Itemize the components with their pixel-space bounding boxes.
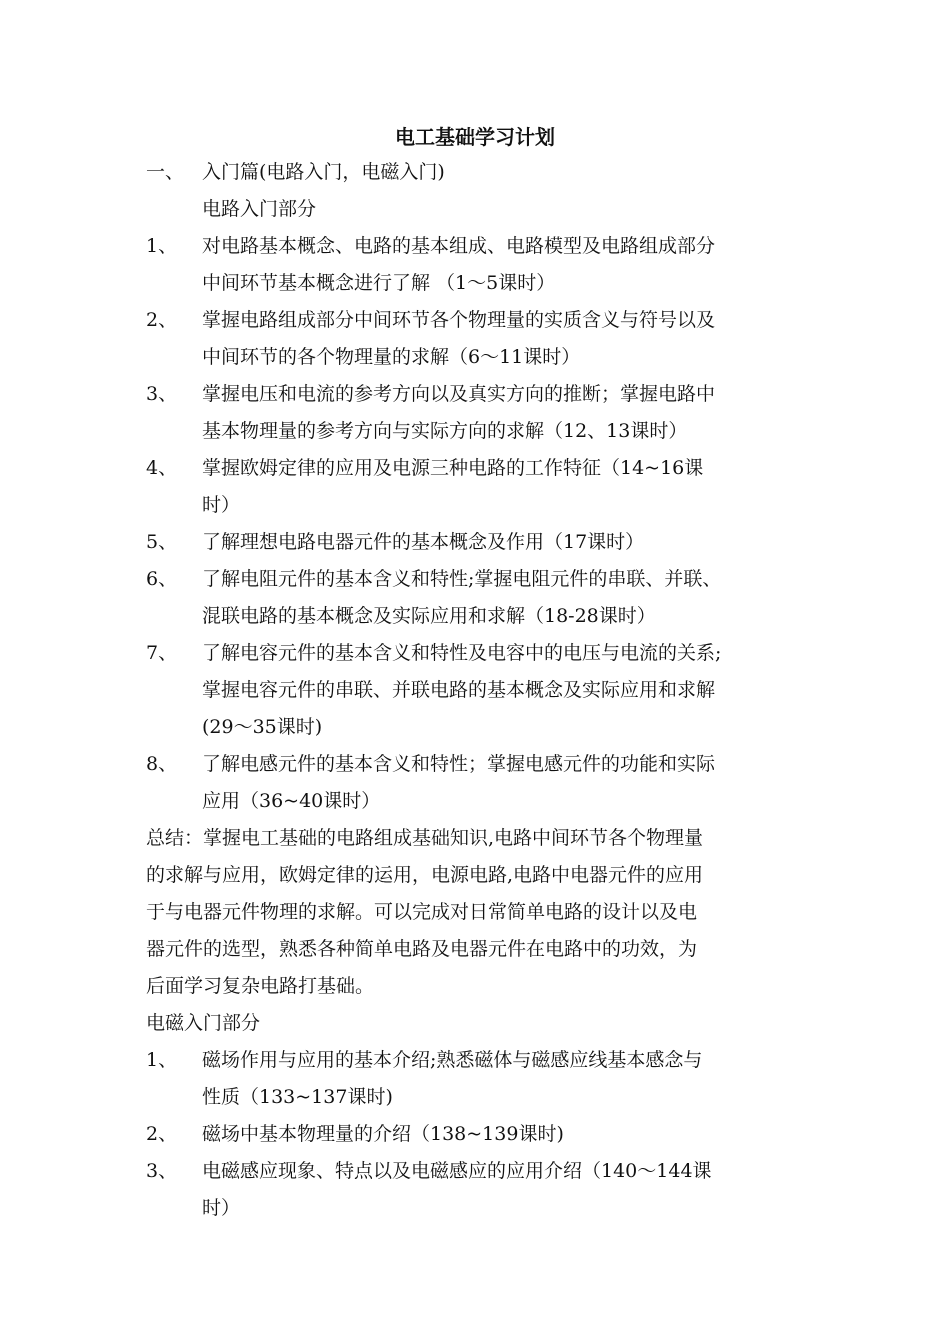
summary-text: 后面学习复杂电路打基础。 (146, 975, 375, 997)
item-number: 2、 (146, 1123, 178, 1145)
item-line: 掌握欧姆定律的应用及电源三种电路的工作特征（14~16课 (202, 457, 704, 479)
item-line: 磁场中基本物理量的介绍（138~139课时) (202, 1123, 564, 1145)
item-line: 了解电容元件的基本含义和特性及电容中的电压与电流的关系; (202, 642, 722, 664)
summary-text: 总结：掌握电工基础的电路组成基础知识,电路中间环节各个物理量 (146, 827, 704, 849)
item-line: 掌握电压和电流的参考方向以及真实方向的推断；掌握电路中 (202, 383, 716, 405)
item-number: 3、 (146, 1160, 178, 1182)
item-line: 了解理想电路电器元件的基本概念及作用（17课时） (202, 531, 645, 553)
item-line: (29～35课时) (202, 716, 323, 738)
item-line: 基本物理量的参考方向与实际方向的求解（12、13课时） (202, 420, 688, 442)
item-line: 中间环节的各个物理量的求解（6～11课时） (202, 346, 581, 368)
summary-text: 的求解与应用，欧姆定律的运用，电源电路,电路中电器元件的应用 (146, 864, 704, 886)
item-number: 6、 (146, 568, 178, 590)
item-number: 4、 (146, 457, 178, 479)
summary-text: 于与电器元件物理的求解。可以完成对日常简单电路的设计以及电 (146, 901, 698, 923)
item-line: 性质（133~137课时) (202, 1086, 393, 1108)
item-number: 1、 (146, 1049, 178, 1071)
item-line: 磁场作用与应用的基本介绍;熟悉磁体与磁感应线基本感念与 (202, 1049, 703, 1071)
document-title: 电工基础学习计划 (395, 125, 555, 149)
em-heading-text: 电磁入门部分 (146, 1012, 261, 1034)
item-line: 中间环节基本概念进行了解 （1～5课时） (202, 272, 556, 294)
item-line: 混联电路的基本概念及实际应用和求解（18-28课时） (202, 605, 656, 627)
circuit-heading-text: 电路入门部分 (202, 198, 317, 220)
section-1-text: 入门篇(电路入门，电磁入门) (202, 161, 445, 183)
item-number: 2、 (146, 309, 178, 331)
item-line: 时） (202, 494, 241, 516)
item-number: 5、 (146, 531, 178, 553)
section-1-number: 一、 (146, 161, 185, 183)
item-number: 8、 (146, 753, 178, 775)
item-line: 掌握电路组成部分中间环节各个物理量的实质含义与符号以及 (202, 309, 716, 331)
item-number: 7、 (146, 642, 178, 664)
item-number: 1、 (146, 235, 178, 257)
item-line: 电磁感应现象、特点以及电磁感应的应用介绍（140～144课 (202, 1160, 712, 1182)
item-line: 掌握电容元件的串联、并联电路的基本概念及实际应用和求解 (202, 679, 716, 701)
item-line: 时） (202, 1197, 241, 1219)
item-line: 对电路基本概念、电路的基本组成、电路模型及电路组成部分 (202, 235, 716, 257)
item-line: 应用（36~40课时） (202, 790, 381, 812)
item-number: 3、 (146, 383, 178, 405)
item-line: 了解电感元件的基本含义和特性；掌握电感元件的功能和实际 (202, 753, 716, 775)
summary-text: 器元件的选型，熟悉各种简单电路及电器元件在电路中的功效，为 (146, 938, 698, 960)
item-line: 了解电阻元件的基本含义和特性;掌握电阻元件的串联、并联、 (202, 568, 722, 590)
